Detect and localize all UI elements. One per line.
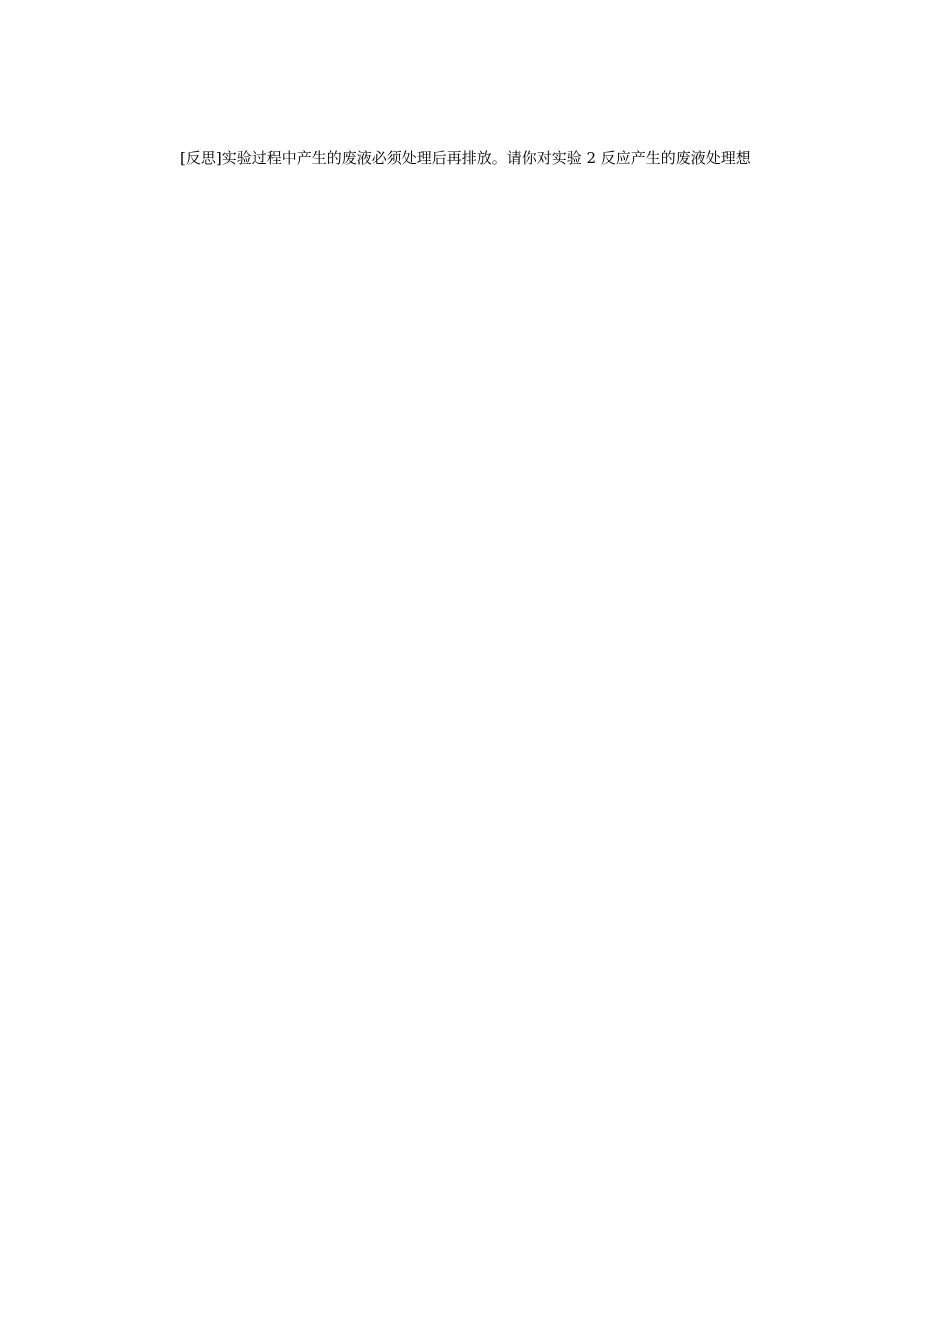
reflection-line-1: [反思]实验过程中产生的废液必须处理后再排放。请你对实验 2 反应产生的废液处理想 (180, 149, 751, 167)
